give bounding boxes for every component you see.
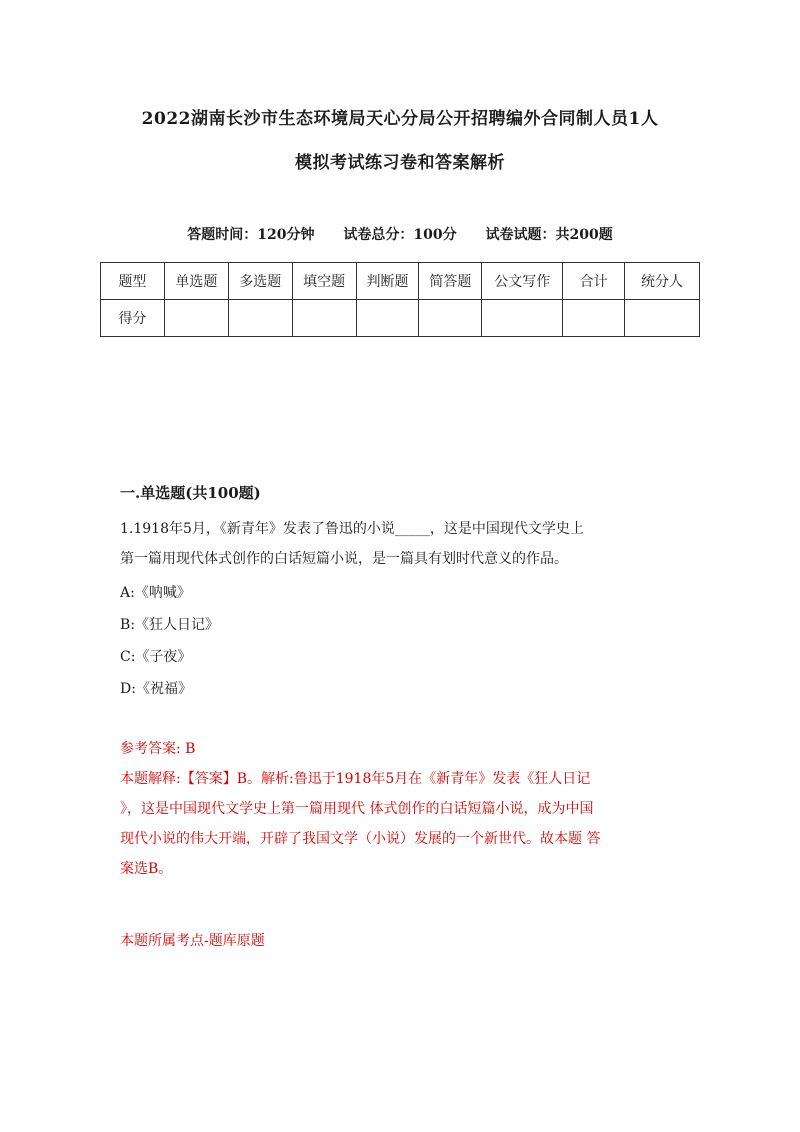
section-title: 一.单选题(共100题) — [120, 484, 261, 502]
option-b: B:《狂人日记》 — [120, 617, 220, 633]
exam-total-score: 试卷总分：100分 — [343, 227, 457, 243]
score-cell — [419, 300, 482, 337]
exam-time: 答题时间：120分钟 — [187, 227, 315, 243]
score-cell — [356, 300, 419, 337]
score-table-header: 填空题 — [292, 263, 356, 300]
score-cell — [482, 300, 563, 337]
question-stem-line-2: 第一篇用现代体式创作的白话短篇小说，是一篇具有划时代意义的作品。 — [120, 551, 568, 567]
score-row-label: 得分 — [101, 300, 165, 337]
score-table-score-row — [101, 300, 700, 337]
option-c: C:《子夜》 — [120, 649, 192, 665]
explanation-line: 案选B。 — [120, 861, 173, 877]
score-table-header: 题型 — [101, 263, 165, 300]
exam-meta — [0, 224, 800, 244]
score-table-header: 多选题 — [228, 263, 292, 300]
question-stem — [120, 514, 680, 574]
score-cell — [228, 300, 292, 337]
exam-title-line-1: 2022湖南长沙市生态环境局天心分局公开招聘编外合同制人员1人 — [141, 109, 659, 129]
score-table-header: 单选题 — [164, 263, 228, 300]
exam-question-count: 试卷试题：共200题 — [485, 227, 613, 243]
score-cell — [625, 300, 700, 337]
score-table — [100, 262, 700, 337]
score-cell — [563, 300, 625, 337]
reference-answer: 参考答案: B — [120, 741, 196, 757]
question-stem-line-1: 1.1918年5月，《新青年》发表了鲁迅的小说_____，这是中国现代文学史上 — [120, 521, 584, 537]
score-table-header: 统分人 — [625, 263, 700, 300]
explanation-line: 》，这是中国现代文学史上第一篇用现代 体式创作的白话短篇小说，成为中国 — [120, 801, 594, 817]
option-a: A:《呐喊》 — [120, 585, 191, 601]
score-table-header-row — [101, 263, 700, 300]
question-source-point: 本题所属考点-题库原题 — [120, 933, 265, 949]
score-table-header: 简答题 — [419, 263, 482, 300]
score-cell — [292, 300, 356, 337]
score-table-header: 公文写作 — [482, 263, 563, 300]
score-cell — [164, 300, 228, 337]
option-d: D:《祝福》 — [120, 681, 192, 697]
explanation-line: 现代小说的伟大开端，开辟了我国文学（小说）发展的一个新世代。故本题 答 — [120, 831, 601, 847]
explanation-line: 本题解释:【答案】B。解析:鲁迅于1918年5月在《新青年》发表《狂人日记 — [120, 771, 591, 787]
score-table-header: 合计 — [563, 263, 625, 300]
answer-explanation — [120, 764, 680, 884]
exam-title-line-2: 模拟考试练习卷和答案解析 — [295, 153, 505, 173]
score-table-header: 判断题 — [356, 263, 419, 300]
